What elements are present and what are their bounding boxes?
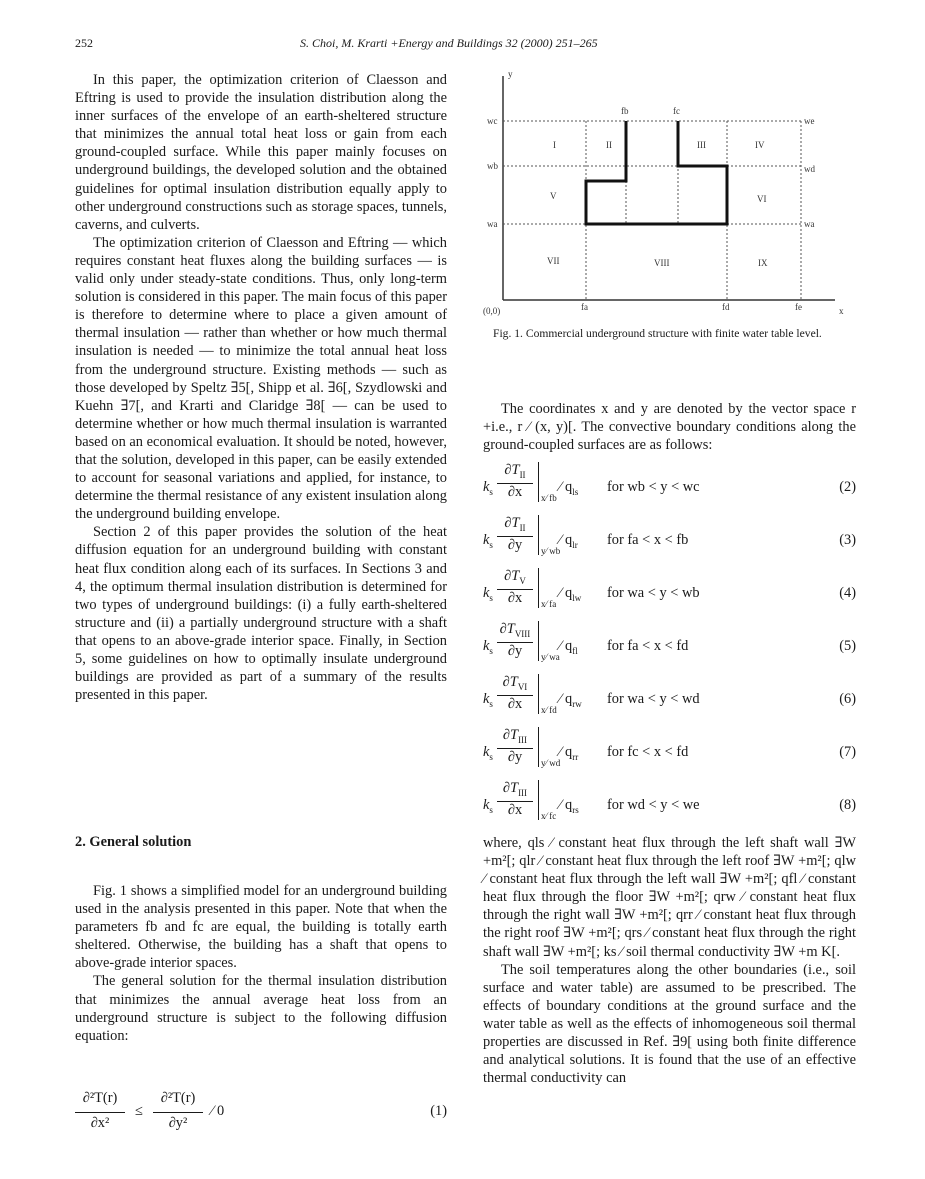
eq-eval-bar <box>538 568 539 608</box>
axis-y-label: y <box>508 69 513 79</box>
left-column <box>75 71 447 704</box>
eq-number: (4) <box>839 585 856 601</box>
equation-3 <box>483 515 856 563</box>
tick-fe: fe <box>795 302 802 312</box>
paragraph: where, qls ⁄ constant heat flux through the left shaft wall ∃W +m²[; qlr ⁄ constant heat flux through the left roof ∃W +m²[; qlw ⁄ constant heat flux through the left wall ∃W +m²[; qfl ⁄ constant heat flux through the floor ∃W +m²[; qrw ⁄ constant heat flux through the right wall ∃W +m²[; qrr ⁄ constant heat flux through the right roof ∃W +m²[; qrs ⁄ constant heat flux through the right shaft wall ∃W +m²[; ks ⁄ soil thermal conductivity ∃W +m K[. <box>483 835 856 960</box>
region-VIII: VIII <box>654 258 670 268</box>
region-IV: IV <box>755 140 765 150</box>
paragraph: Section 2 of this paper provides the solution of the heat diffusion equation for an underground building with constant heat flux condition along each of its surfaces. In Sections 3 and 4, the optimum thermal insulation distribution is determined for two types of underground buildings: (i) a fully earth-sheltered structure and (ii) a partially underground structure with a shaft that opens to an above-grade interior space. Finally, in Section 5, some guidelines on how to optimally insulate underground buildings are provided as part of a summary of the results presented in this paper. <box>75 524 447 704</box>
paragraph: In this paper, the optimization criterion of Claesson and Eftring is used to provide the insulation distribution along the inner surfaces of the envelope of an earth-sheltered structure that minimizes the annual total heat loss or gain from each ground-coupled surface. While this paper mainly focuses on underground buildings, the developed solution and the obtained guidelines for optimal insulation distribution equally apply to other underground constructions such as storage spaces, tunnels, caverns, and culverts. <box>75 72 447 233</box>
eq-condition: for wb < y < wc <box>607 479 700 495</box>
region-V: V <box>550 191 557 201</box>
eq-numerator: $\partial T_{III}$ <box>502 780 528 798</box>
right-column-intro <box>483 400 856 454</box>
eq-denominator: ∂y <box>507 749 523 765</box>
equation-6 <box>483 674 856 722</box>
eq1-number: (1) <box>430 1103 447 1119</box>
eq-number: (8) <box>839 797 856 813</box>
region-II: II <box>606 140 612 150</box>
eq-eval-point: x⁄ fc <box>541 811 557 821</box>
paragraph: The optimization criterion of Claesson and Eftring — which requires constant heat fluxes along the building surfaces — is valid only under steady-state conditions. Thus, only long-term solution is considered in this paper. The main focus of this paper is therefore to determine where to place a given amount of thermal insulation — rather than whether or how much thermal insulation is needed — to minimize the total annual heat loss from the underground structure. Existing methods — such as those developed by Speltz ∃5[, Shipp et al. ∃6[, Szydlowski and Kuehn ∃7[, and Krarti and Claridge ∃8[ — can be used to determine whether or how much thermal insulation is warranted based on an economical evaluation. It should be noted, however, that the solution, developed in this paper, can be easily extended to account for seasonal variations and applied, for instance, to determine the thermal resistance of any existent insulation along the underground building envelope. <box>75 234 447 523</box>
eq-denominator: ∂x <box>507 696 523 712</box>
equation-7 <box>483 727 856 775</box>
tick-wb: wb <box>487 161 498 171</box>
tick-wd: wd <box>804 164 815 174</box>
tick-wa-right: wa <box>804 219 815 229</box>
eq1-fraction-line <box>153 1112 203 1113</box>
right-column-text <box>483 834 856 1087</box>
eq-condition: for fa < x < fb <box>607 532 689 548</box>
eq-ks: $k_s$ <box>483 585 493 603</box>
eq-ks: $k_s$ <box>483 797 493 815</box>
eq-condition: for wd < y < we <box>607 797 700 813</box>
eq-number: (2) <box>839 479 856 495</box>
tick-fd: fd <box>722 302 730 312</box>
origin-label: (0,0) <box>483 306 501 316</box>
eq-eval-point: y⁄ wb <box>541 546 561 556</box>
tick-wc: wc <box>487 116 498 126</box>
paragraph: Fig. 1 shows a simplified model for an underground building used in the analysis presented in this paper. Note that when the parameters fb and fc are equal, the building is totally earth sheltered. Otherwise, the building has a shaft that opens to above-grade interior spaces. <box>75 883 447 972</box>
eq1-den-b: ∂y² <box>168 1115 188 1131</box>
eq-ks: $k_s$ <box>483 479 493 497</box>
eq-denominator: ∂x <box>507 802 523 818</box>
region-VI: VI <box>757 194 767 204</box>
region-III: III <box>697 140 706 150</box>
figure-caption: Fig. 1. Commercial underground structure with finite water table level. <box>493 327 822 340</box>
eq-eval-point: y⁄ wd <box>541 758 561 768</box>
tick-fb: fb <box>621 106 629 116</box>
eq-eval-bar <box>538 780 539 820</box>
region-VII: VII <box>547 256 560 266</box>
eq-rhs: ⁄ $q_{rr}$ <box>559 744 579 762</box>
eq-ks: $k_s$ <box>483 691 493 709</box>
eq1-den-a: ∂x² <box>90 1115 110 1131</box>
equation-1 <box>75 1090 447 1140</box>
eq-number: (6) <box>839 691 856 707</box>
eq-rhs: ⁄ $q_{lr}$ <box>559 532 578 550</box>
eq-numerator: $\partial T_V$ <box>504 568 526 586</box>
tick-fc: fc <box>673 106 680 116</box>
eq-numerator: $\partial T_{VI}$ <box>502 674 528 692</box>
building-outline <box>586 121 727 224</box>
axis-x-label: x <box>839 306 844 316</box>
equation-5 <box>483 621 856 669</box>
paragraph: The coordinates x and y are denoted by the vector space r +i.e., r ⁄ (x, y)[. The convective boundary conditions along the ground-coupled surfaces are as follows: <box>483 401 856 454</box>
equation-8 <box>483 780 856 828</box>
paragraph: The general solution for the thermal insulation distribution that minimizes the annual average heat loss from an underground structure is subject to the following diffusion equation: <box>75 973 447 1044</box>
region-IX: IX <box>758 258 768 268</box>
eq-ks: $k_s$ <box>483 744 493 762</box>
page-number: 252 <box>75 36 93 50</box>
eq1-num-a: ∂²T(r) <box>82 1090 118 1106</box>
eq-denominator: ∂y <box>507 537 523 553</box>
running-header: S. Choi, M. Krarti +Energy and Buildings 32 (2000) 251–265 <box>300 36 598 50</box>
eq-rhs: ⁄ $q_{lw}$ <box>559 585 582 603</box>
tick-fa: fa <box>581 302 588 312</box>
eq-numerator: $\partial T_{II}$ <box>504 515 526 533</box>
eq-number: (7) <box>839 744 856 760</box>
eq1-rhs: ⁄ 0 <box>211 1103 225 1119</box>
eq-condition: for fc < x < fd <box>607 744 689 760</box>
eq-eval-point: y⁄ wa <box>541 652 560 662</box>
eq-eval-bar <box>538 462 539 502</box>
eq1-num-b: ∂²T(r) <box>160 1090 196 1106</box>
section-title: 2. General solution <box>75 834 192 850</box>
eq-denominator: ∂y <box>507 643 523 659</box>
tick-wa: wa <box>487 219 498 229</box>
region-I: I <box>553 140 556 150</box>
eq-numerator: $\partial T_{III}$ <box>502 727 528 745</box>
eq-eval-bar <box>538 515 539 555</box>
eq-eval-point: x⁄ fb <box>541 493 557 503</box>
eq-rhs: ⁄ $q_{rw}$ <box>559 691 582 709</box>
eq-eval-bar <box>538 674 539 714</box>
left-column-section2 <box>75 882 447 1045</box>
paragraph: The soil temperatures along the other boundaries (i.e., soil surface and water table) are assumed to be prescribed. The effects of boundary conditions at the ground surface and the water table as well as the effects of inhomogeneous soil thermal properties are discussed in Ref. ∃9[ using both finite difference and analytical solutions. It is found that the use of an effective thermal conductivity can <box>483 961 856 1087</box>
eq1-fraction-line <box>75 1112 125 1113</box>
tick-we: we <box>804 116 815 126</box>
eq-condition: for fa < x < fd <box>607 638 689 654</box>
eq-rhs: ⁄ $q_{ls}$ <box>559 479 579 497</box>
eq-rhs: ⁄ $q_{fl}$ <box>559 638 578 656</box>
eq-eval-bar <box>538 727 539 767</box>
eq-denominator: ∂x <box>507 484 523 500</box>
equation-2 <box>483 462 856 510</box>
equation-4 <box>483 568 856 616</box>
eq-eval-bar <box>538 621 539 661</box>
eq-denominator: ∂x <box>507 590 523 606</box>
eq-number: (5) <box>839 638 856 654</box>
eq-rhs: ⁄ $q_{rs}$ <box>559 797 579 815</box>
eq-ks: $k_s$ <box>483 532 493 550</box>
eq-condition: for wa < y < wd <box>607 691 700 707</box>
eq-eval-point: x⁄ fa <box>541 599 557 609</box>
eq-eval-point: x⁄ fd <box>541 705 557 715</box>
figure-1-diagram <box>483 68 856 318</box>
eq-number: (3) <box>839 532 856 548</box>
eq-numerator: $\partial T_{II}$ <box>504 462 526 480</box>
eq1-operator: ≤ <box>135 1103 143 1119</box>
eq-numerator: $\partial T_{VIII}$ <box>499 621 531 639</box>
eq-ks: $k_s$ <box>483 638 493 656</box>
eq-condition: for wa < y < wb <box>607 585 700 601</box>
